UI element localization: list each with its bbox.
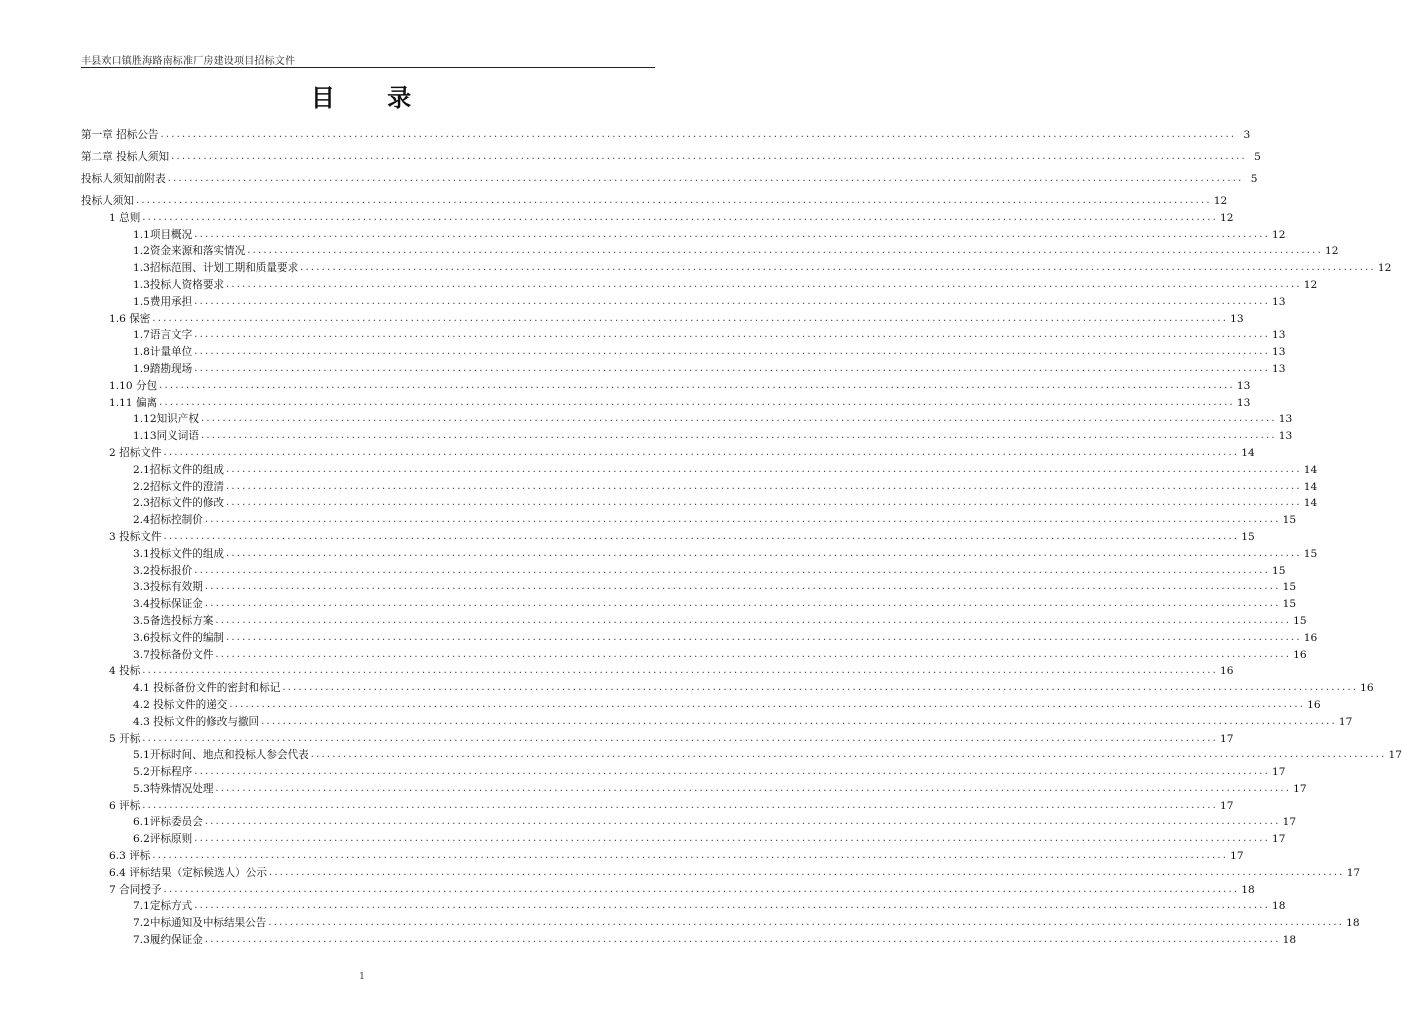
toc-entry-title: 1 总则 — [109, 211, 141, 224]
toc-entry-title: 5.3特殊情况处理 — [133, 782, 214, 795]
toc-entry-page: 14 — [1303, 497, 1318, 510]
toc-entry-page: 13 — [1271, 329, 1286, 342]
toc-entry[interactable] — [81, 493, 1318, 510]
toc-leader-dots: ........................................................................................................................................................................................................ — [194, 564, 1270, 576]
toc-entry[interactable] — [81, 778, 1307, 795]
toc-leader-dots: ........................................................................................................................................................................................................ — [163, 446, 1240, 458]
toc-entry-title: 1.11 偏离 — [109, 396, 158, 409]
toc-entry[interactable] — [81, 745, 1402, 762]
toc-leader-dots: ........................................................................................................................................................................................................ — [204, 581, 1281, 593]
toc-entry-page: 15 — [1303, 547, 1318, 560]
toc-entry-title: 3.6投标文件的编制 — [133, 631, 225, 644]
document-header: 丰县欢口镇胜海路南标准厂房建设项目招标文件 — [81, 56, 296, 67]
toc-leader-dots: ........................................................................................................................................................................................................ — [247, 245, 1323, 257]
toc-entry-title: 1.10 分包 — [109, 379, 158, 392]
toc-entry-title: 2 招标文件 — [109, 446, 162, 459]
toc-entry[interactable] — [81, 560, 1286, 577]
toc-leader-dots: ........................................................................................................................................................................................................ — [226, 497, 1302, 509]
toc-entry-title: 3.7投标备份文件 — [133, 648, 214, 661]
toc-entry[interactable] — [81, 224, 1286, 241]
toc-entry[interactable] — [81, 593, 1297, 611]
toc-entry[interactable] — [81, 392, 1251, 409]
toc-entry[interactable] — [81, 425, 1293, 443]
toc-leader-dots: ........................................................................................................................................................................................................ — [300, 262, 1376, 274]
toc-entry-page: 17 — [1230, 850, 1244, 863]
toc-entry-title: 投标人须知前附表 — [81, 173, 166, 185]
toc-entry[interactable] — [81, 761, 1286, 779]
toc-entry-title: 3 投标文件 — [109, 530, 162, 543]
toc-leader-dots: ........................................................................................................................................................................................................ — [171, 151, 1247, 162]
toc-entry-title: 1.5费用承担 — [133, 295, 193, 308]
toc-entry-title: 7.3履约保证金 — [133, 934, 203, 947]
toc-entry-page: 12 — [1324, 245, 1339, 258]
toc-entry-page: 13 — [1271, 362, 1286, 375]
toc-leader-dots: ........................................................................................................................................................................................................ — [194, 295, 1270, 307]
toc-entry-page: 14 — [1303, 463, 1318, 476]
toc-entry[interactable] — [81, 375, 1251, 392]
toc-entry[interactable] — [81, 912, 1360, 930]
toc-entry[interactable] — [81, 341, 1286, 359]
toc-entry-page: 18 — [1346, 917, 1360, 930]
toc-leader-dots: ........................................................................................................................................................................................................ — [268, 866, 1345, 878]
toc-leader-dots: ........................................................................................................................................................................................................ — [215, 648, 1292, 660]
toc-leader-dots: ........................................................................................................................................................................................................ — [194, 228, 1270, 240]
toc-leader-dots: ........................................................................................................................................................................................................ — [163, 530, 1240, 542]
toc-entry[interactable] — [81, 291, 1286, 308]
toc-leader-dots: ........................................................................................................................................................................................................ — [204, 598, 1281, 610]
toc-leader-dots: ........................................................................................................................................................................................................ — [215, 782, 1292, 794]
toc-entry[interactable] — [81, 845, 1244, 863]
toc-entry[interactable] — [81, 896, 1286, 913]
toc-leader-dots: ........................................................................................................................................................................................................ — [261, 715, 1337, 727]
toc-entry[interactable] — [81, 627, 1318, 644]
toc-entry-page: 14 — [1303, 480, 1318, 493]
toc-entry[interactable] — [81, 325, 1286, 342]
toc-leader-dots: ........................................................................................................................................................................................................ — [163, 883, 1240, 895]
toc-entry[interactable] — [81, 163, 1258, 185]
toc-entry-title: 2.4招标控制价 — [133, 514, 203, 527]
toc-entry[interactable] — [81, 543, 1318, 560]
toc-entry[interactable] — [81, 141, 1261, 163]
toc-entry[interactable] — [81, 459, 1318, 476]
toc-leader-dots: ........................................................................................................................................................................................................ — [194, 766, 1270, 778]
toc-entry-title: 3.1投标文件的组成 — [133, 547, 225, 560]
toc-entry-title: 6.3 评标 — [109, 850, 151, 863]
toc-entry-page: 13 — [1271, 346, 1286, 359]
toc-leader-dots: ........................................................................................................................................................................................................ — [226, 631, 1302, 643]
toc-entry[interactable] — [81, 241, 1339, 258]
toc-entry-page: 17 — [1220, 799, 1234, 812]
toc-entry-title: 1.6 保密 — [109, 312, 151, 325]
toc-entry-title: 2.3招标文件的修改 — [133, 497, 225, 510]
toc-leader-dots: ........................................................................................................................................................................................................ — [226, 480, 1302, 492]
toc-leader-dots: ........................................................................................................................................................................................................ — [142, 665, 1219, 677]
toc-entry[interactable] — [81, 257, 1392, 275]
toc-entry[interactable] — [81, 476, 1318, 493]
toc-entry-title: 6.4 评标结果（定标候选人）公示 — [109, 866, 267, 879]
toc-entry[interactable] — [81, 644, 1307, 661]
toc-entry-page: 12 — [1377, 262, 1392, 275]
toc-entry[interactable] — [81, 929, 1297, 947]
toc-leader-dots: ........................................................................................................................................................................................................ — [200, 430, 1277, 442]
toc-entry[interactable] — [81, 509, 1297, 527]
toc-entry-title: 第二章 投标人须知 — [81, 151, 170, 163]
toc-leader-dots: ........................................................................................................................................................................................................ — [167, 173, 1244, 184]
toc-entry[interactable] — [81, 185, 1228, 207]
page-number: 1 — [359, 972, 365, 982]
toc-entry[interactable] — [81, 711, 1353, 728]
toc-leader-dots: ........................................................................................................................................................................................................ — [194, 833, 1270, 845]
toc-leader-dots: ........................................................................................................................................................................................................ — [204, 514, 1281, 526]
toc-entry-page: 14 — [1241, 446, 1255, 459]
toc-leader-dots: ........................................................................................................................................................................................................ — [215, 614, 1292, 626]
toc-entry-title: 2.2招标文件的澄清 — [133, 480, 225, 493]
toc-entry-page: 15 — [1293, 614, 1307, 627]
toc-entry-title: 2.1招标文件的组成 — [133, 463, 225, 476]
toc-leader-dots: ........................................................................................................................................................................................................ — [204, 934, 1281, 946]
toc-entry-page: 16 — [1293, 648, 1307, 661]
toc-entry-page: 17 — [1388, 749, 1402, 762]
toc-entry[interactable] — [81, 274, 1318, 291]
toc-leader-dots: ........................................................................................................................................................................................................ — [152, 850, 1229, 862]
toc-entry-title: 7 合同授予 — [109, 883, 162, 896]
toc-entry[interactable] — [81, 694, 1321, 711]
toc-leader-dots: ........................................................................................................................................................................................................ — [282, 682, 1359, 694]
toc-entry-title: 5 开标 — [109, 732, 141, 745]
toc-entry[interactable] — [81, 442, 1255, 459]
toc-entry-page: 18 — [1271, 900, 1286, 913]
toc-entry-page: 13 — [1236, 379, 1251, 392]
toc-entry-page: 13 — [1236, 396, 1251, 409]
toc-entry-page: 5 — [1254, 151, 1261, 163]
toc-entry[interactable] — [81, 409, 1293, 426]
toc-entry-page: 13 — [1278, 430, 1293, 443]
toc-entry-page: 17 — [1220, 732, 1234, 745]
toc-leader-dots: ........................................................................................................................................................................................................ — [194, 362, 1270, 374]
toc-entry[interactable] — [81, 358, 1286, 375]
toc-entry-title: 5.1开标时间、地点和投标人参会代表 — [133, 749, 309, 762]
toc-entry[interactable] — [81, 577, 1297, 594]
toc-leader-dots: ........................................................................................................................................................................................................ — [194, 346, 1270, 358]
toc-entry-page: 18 — [1241, 883, 1255, 896]
toc-entry-title: 6 评标 — [109, 799, 141, 812]
toc-leader-dots: ........................................................................................................................................................................................................ — [142, 732, 1219, 744]
toc-entry-page: 17 — [1293, 782, 1307, 795]
toc-entry-page: 13 — [1230, 312, 1244, 325]
toc-leader-dots: ........................................................................................................................................................................................................ — [159, 379, 1235, 391]
toc-leader-dots: ........................................................................................................................................................................................................ — [268, 917, 1345, 929]
toc-entry-title: 1.8计量单位 — [133, 346, 193, 359]
toc-leader-dots: ........................................................................................................................................................................................................ — [200, 413, 1277, 425]
toc-leader-dots: ........................................................................................................................................................................................................ — [152, 312, 1229, 324]
toc-leader-dots: ........................................................................................................................................................................................................ — [226, 278, 1302, 290]
toc-entry[interactable] — [81, 812, 1297, 829]
toc-entry-title: 5.2开标程序 — [133, 766, 193, 779]
toc-entry-page: 5 — [1250, 173, 1258, 185]
toc-entry-title: 6.2评标原则 — [133, 833, 193, 846]
toc-entry-page: 12 — [1213, 195, 1228, 207]
toc-leader-dots: ........................................................................................................................................................................................................ — [160, 129, 1237, 140]
toc-entry-title: 1.13同义词语 — [133, 430, 199, 443]
toc-entry-page: 17 — [1271, 833, 1286, 846]
toc-leader-dots: ........................................................................................................................................................................................................ — [226, 463, 1302, 475]
toc-entry-page: 17 — [1346, 866, 1361, 879]
toc-entry-page: 13 — [1271, 295, 1286, 308]
toc-entry-title: 1.1项目概况 — [133, 228, 193, 241]
toc-entry-page: 15 — [1241, 530, 1255, 543]
toc-entry-title: 3.3投标有效期 — [133, 581, 203, 594]
toc-entry[interactable] — [81, 879, 1255, 896]
toc-entry-title: 投标人须知 — [81, 195, 134, 207]
toc-leader-dots: ........................................................................................................................................................................................................ — [142, 211, 1219, 223]
toc-entry-title: 4.2 投标文件的递交 — [133, 698, 228, 711]
toc-entry-page: 15 — [1282, 581, 1297, 594]
toc-entry-page: 12 — [1220, 211, 1234, 224]
toc-entry-page: 16 — [1360, 682, 1374, 695]
toc-entry-title: 7.1定标方式 — [133, 900, 193, 913]
toc-entry-title: 4 投标 — [109, 665, 141, 678]
toc-entry-title: 3.4投标保证金 — [133, 598, 203, 611]
toc-leader-dots: ........................................................................................................................................................................................................ — [204, 816, 1281, 828]
toc-entry-page: 16 — [1303, 631, 1318, 644]
toc-entry[interactable] — [81, 795, 1234, 812]
toc-leader-dots: ........................................................................................................................................................................................................ — [194, 329, 1270, 341]
toc-entry-title: 3.2投标报价 — [133, 564, 193, 577]
toc-entry-title: 1.7语言文字 — [133, 329, 193, 342]
toc-entry-title: 1.9踏勘现场 — [133, 362, 193, 375]
toc-entry-page: 15 — [1282, 514, 1297, 527]
toc-entry[interactable] — [81, 119, 1251, 141]
toc-entry-title: 4.1 投标备份文件的密封和标记 — [133, 682, 281, 695]
toc-entry-page: 15 — [1282, 598, 1297, 611]
toc-entry[interactable] — [81, 661, 1234, 678]
toc-entry[interactable] — [81, 526, 1255, 543]
toc-entry-title: 4.3 投标文件的修改与撤回 — [133, 715, 260, 728]
toc-leader-dots: ........................................................................................................................................................................................................ — [310, 749, 1387, 761]
header-rule — [81, 67, 655, 68]
toc-leader-dots: ........................................................................................................................................................................................................ — [226, 547, 1302, 559]
toc-entry-page: 17 — [1338, 715, 1353, 728]
toc-leader-dots: ........................................................................................................................................................................................................ — [229, 698, 1306, 710]
table-of-contents — [81, 119, 1402, 947]
toc-entry-page: 15 — [1271, 564, 1286, 577]
toc-entry-title: 3.5备选投标方案 — [133, 614, 214, 627]
toc-entry-title: 1.3招标范围、计划工期和质量要求 — [133, 262, 299, 275]
toc-entry-page: 17 — [1271, 766, 1286, 779]
toc-entry[interactable] — [81, 862, 1361, 879]
toc-entry-title: 第一章 招标公告 — [81, 129, 159, 141]
toc-entry[interactable] — [81, 677, 1374, 695]
toc-leader-dots: ........................................................................................................................................................................................................ — [142, 799, 1219, 811]
toc-entry[interactable] — [81, 207, 1234, 224]
toc-entry-page: 17 — [1282, 816, 1297, 829]
toc-leader-dots: ........................................................................................................................................................................................................ — [159, 396, 1235, 408]
toc-entry[interactable] — [81, 828, 1286, 846]
toc-leader-dots: ........................................................................................................................................................................................................ — [135, 195, 1212, 206]
toc-entry-title: 1.12知识产权 — [133, 413, 199, 426]
toc-entry-title: 1.3投标人资格要求 — [133, 278, 225, 291]
toc-entry-title: 6.1评标委员会 — [133, 816, 203, 829]
toc-entry-page: 12 — [1303, 278, 1318, 291]
toc-entry-page: 18 — [1282, 934, 1297, 947]
toc-entry[interactable] — [81, 308, 1244, 325]
toc-entry[interactable] — [81, 610, 1307, 627]
toc-entry-page: 13 — [1278, 413, 1293, 426]
toc-entry-page: 12 — [1271, 228, 1286, 241]
toc-entry-page: 3 — [1243, 129, 1251, 141]
page-title: 目 录 — [310, 83, 434, 112]
toc-leader-dots: ........................................................................................................................................................................................................ — [194, 900, 1270, 912]
toc-entry-page: 16 — [1220, 665, 1234, 678]
toc-entry[interactable] — [81, 728, 1234, 745]
toc-entry-title: 1.2资金来源和落实情况 — [133, 245, 246, 258]
toc-entry-page: 16 — [1307, 698, 1321, 711]
toc-entry-title: 7.2中标通知及中标结果公告 — [133, 917, 267, 930]
